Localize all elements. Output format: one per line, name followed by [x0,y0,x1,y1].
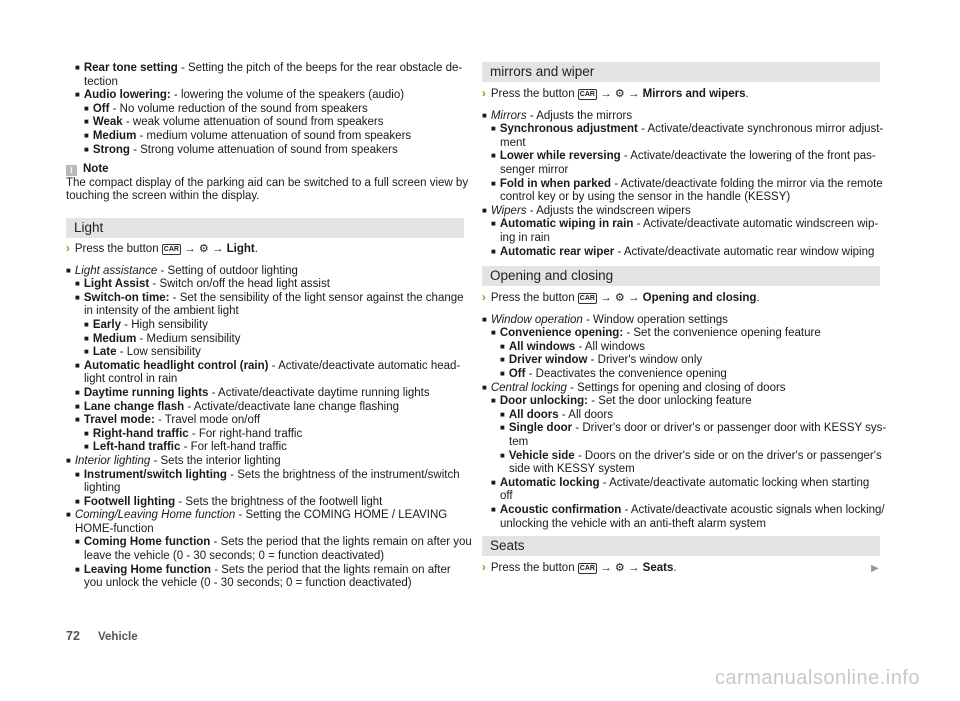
list-item: ■ Weak - weak volume attenuation of sound from speakers [84,116,384,129]
list-item: ■ Medium - medium volume attenuation of sound from speakers [84,129,412,142]
list-item: ■ Convenience opening: - Set the convenience opening feature [491,327,821,340]
list-item: ■ Automatic rear wiper - Activate/deactivate automatic rear window wiping [491,245,875,258]
list-item: ■ Automatic headlight control (rain) - Activate/deactivate automatic head- [75,359,461,372]
press-button-instruction: › Press the button CAR → ⚙ → Seats. [482,562,677,574]
car-button-icon: CAR [579,565,595,572]
list-item: ■ Medium - Medium sensibility [84,332,241,345]
info-icon: i [66,165,77,176]
section-heading-opening: Opening and closing [482,266,880,286]
note-block [66,163,469,204]
list-item: ■ Mirrors - Adjusts the mirrors [482,109,633,122]
list-item: ■ Right-hand traffic - For right-hand traffic [84,427,303,440]
footer-section-title: Vehicle [98,631,138,643]
note-text: touching the screen within the display. [66,190,260,203]
settings-icon: ⚙ [198,243,209,255]
list-item: ■ Switch-on time: - Set the sensibility of the light sensor against the change [75,291,464,304]
list-item: ■ Audio lowering: - lowering the volume of the speakers (audio) [75,89,405,102]
settings-icon: ⚙ [614,88,625,100]
list-item: ■ Leaving Home function - Sets the period that the lights remain on after [75,563,451,576]
opening-section: › Press the button CAR → ⚙ → Opening and closing. ■ Window operation - Window operation settings ■ Convenience opening: - Set the convenience opening feature ■ All windows - All windows ■ Driver window - Driver's window only ■ Off - Deactivates the convenience opening ■ Central locking - Settings for opening and closing of doors ■ Door unlocking: - Set the door unlocking feature ■ All doors - All doors ■ Single door - Driver's door or driver's or passenger door with KESSY sys- tem ■ Vehicle side - Doors on the driver's side or on the driver's or passenger's side with KESSY system ■ Automatic locking - Activate/deactivate automatic locking when starting off ■ Acoustic confirmation - Activate/deactivate acoustic signals when locking/ unlocking the vehicle with an anti-theft alarm system [482,292,887,530]
watermark: carmanualsonline.info [714,667,920,689]
press-button-instruction: › Press the button CAR → ⚙ → Mirrors and wipers. [482,88,749,100]
list-item: ■ Travel mode: - Travel mode on/off [75,414,261,427]
seats-section [482,562,882,576]
list-item: ■ Fold in when parked - Activate/deactivate folding the mirror via the remote [491,177,883,190]
settings-icon: ⚙ [614,292,625,304]
continue-arrow-icon: ▶ [871,563,879,574]
audio-settings-block [66,62,466,157]
section-heading-light: Light [66,218,464,238]
list-item: ■ Central locking - Settings for opening and closing of doors [482,381,786,394]
list-item: ■ Wipers - Adjusts the windscreen wipers [482,204,691,217]
list-item: ■ Footwell lighting - Sets the brightness of the footwell light [75,495,383,508]
list-item: ■ Coming Home function - Sets the period that the lights remain on after you [75,536,472,549]
list-item: ■ Acoustic confirmation - Activate/deactivate acoustic signals when locking/ [491,503,885,516]
list-item: ■ Synchronous adjustment - Activate/deactivate synchronous mirror adjust- [491,123,884,136]
list-item: ■ Vehicle side - Doors on the driver's side or on the driver's or passenger's [500,449,882,462]
press-button-instruction: › Press the button CAR → ⚙ → Light. [66,243,258,255]
list-item: ■ All doors - All doors [500,408,614,421]
list-item: ■ Light Assist - Switch on/off the head light assist [75,278,330,291]
list-item: ■ Daytime running lights - Activate/deactivate daytime running lights [75,386,430,399]
list-item: ■ Off - No volume reduction of the sound from speakers [84,102,368,115]
light-section: › Press the button CAR → ⚙ → Light. ■ Light assistance - Setting of outdoor lighting ■ Light Assist - Switch on/off the head light assist ■ Switch-on time: - Set the sensibility of the light sensor against the change in intensity of the ambient light ■ Early - High sensibility ■ Medium - Medium sensibility ■ Late - Low sensibility ■ Automatic headlight control (rain) - Activate/deactivate automatic head- light control in rain ■ Daytime running lights - Activate/deactivate daytime running lights ■ Lane change flash - Activate/deactivate lane change flashing ■ Travel mode: - Travel mode on/off ■ Right-hand traffic - For right-hand traffic ■ Left-hand traffic - For left-hand traffic ■ Interior lighting - Sets the interior lighting ■ Instrument/switch lighting - Sets the brightness of the instrument/switch lighting ■ Footwell lighting - Sets the brightness of the footwell light ■ Coming/Leaving Home function - Setting the COMING HOME / LEAVING HOME-function ■ Coming Home function - Sets the period that the lights remain on after you leave the vehicle (0 - 30 seconds; 0 = function deactivated) ■ Leaving Home function - Sets the period that the lights remain on after you unlock the vehicle (0 - 30 seconds; 0 = function deactivated) [66,243,472,590]
section-heading-seats: Seats [482,536,880,556]
list-item: ■ Driver window - Driver's window only [500,354,703,367]
settings-icon: ⚙ [614,562,625,574]
car-button-icon: CAR [579,91,595,98]
list-item: ■ Instrument/switch lighting - Sets the brightness of the instrument/switch [75,468,460,481]
list-item: ■ Window operation - Window operation settings [482,313,728,326]
list-item: ■ Coming/Leaving Home function - Setting the COMING HOME / LEAVING [66,509,448,522]
page-number: 72 [66,629,80,643]
list-item: ■ Single door - Driver's door or driver's or passenger door with KESSY sys- [500,422,887,435]
car-button-icon: CAR [163,246,179,253]
list-item: ■ Left-hand traffic - For left-hand traffic [84,441,287,454]
list-item: ■ Lane change flash - Activate/deactivate lane change flashing [75,400,399,413]
list-item: ■ Automatic locking - Activate/deactivate automatic locking when starting [491,476,870,489]
mirrors-section: › Press the button CAR → ⚙ → Mirrors and wipers. ■ Mirrors - Adjusts the mirrors ■ Synchronous adjustment - Activate/deactivate synchronous mirror adjust- ment ■ Lower while reversing - Activate/deactivate the lowering of the front pas- senger mirror ■ Fold in when parked - Activate/deactivate folding the mirror via the remote control key or by using the sensor in the handle (KESSY) ■ Wipers - Adjusts the windscreen wipers ■ Automatic wiping in rain - Activate/deactivate automatic windscreen wip- ing in rain ■ Automatic rear wiper - Activate/deactivate automatic rear window wiping [482,88,884,258]
list-item: ■ Interior lighting - Sets the interior lighting [66,454,281,467]
car-button-icon: CAR [579,295,595,302]
list-item: ■ Rear tone setting - Setting the pitch of the beeps for the rear obstacle de- [75,62,463,74]
press-button-instruction: › Press the button CAR → ⚙ → Opening and closing. [482,292,760,304]
list-item: ■ All windows - All windows [500,340,645,353]
note-text: The compact display of the parking aid can be switched to a full screen view by [66,176,469,189]
list-item: ■ Lower while reversing - Activate/deactivate the lowering of the front pas- [491,150,876,163]
list-item-continuation: tection [84,75,118,88]
list-item: ■ Door unlocking: - Set the door unlocking feature [491,395,752,408]
list-item: ■ Automatic wiping in rain - Activate/deactivate automatic windscreen wip- [491,218,879,231]
section-heading-mirrors: mirrors and wiper [482,62,880,82]
list-item: ■ Off - Deactivates the convenience opening [500,367,727,380]
note-title: Note [83,163,109,175]
list-item: ■ Early - High sensibility [84,318,208,331]
list-item: ■ Strong - Strong volume attenuation of sound from speakers [84,143,398,156]
list-item: ■ Light assistance - Setting of outdoor lighting [66,264,298,277]
list-item: ■ Late - Low sensibility [84,346,201,359]
